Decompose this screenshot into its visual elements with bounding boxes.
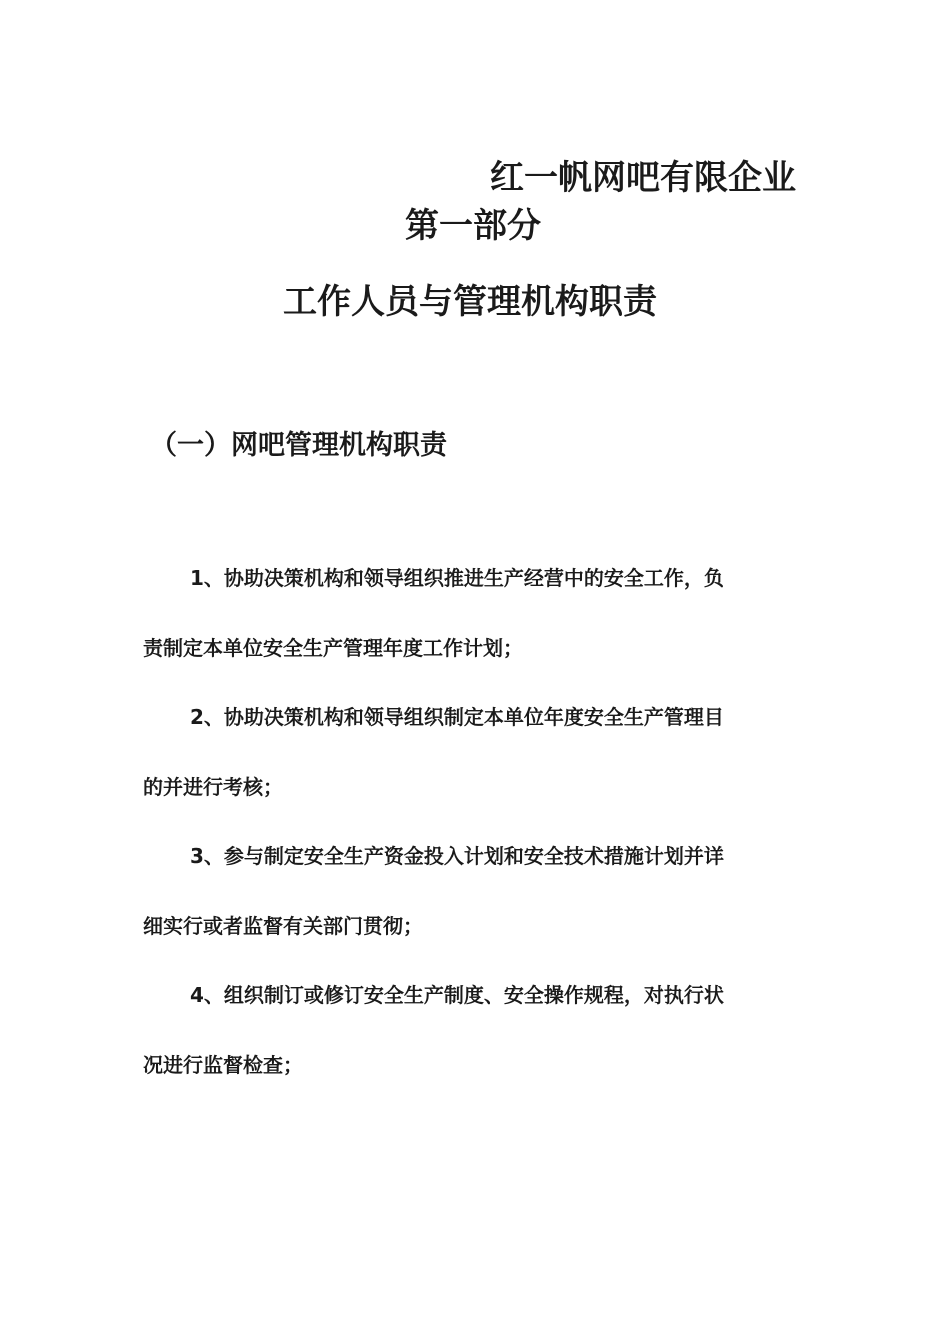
paragraph-line: 责制定本单位安全生产管理年度工作计划；	[143, 636, 523, 660]
document-title: 工作人员与管理机构职责	[283, 282, 657, 322]
paragraph-line: 2、协助决策机构和领导组织制定本单位年度安全生产管理目	[190, 705, 724, 729]
paragraph-line: 1、协助决策机构和领导组织推进生产经营中的安全工作，负	[190, 566, 724, 590]
section-heading: （一）网吧管理机构职责	[150, 430, 447, 461]
paragraph-line: 3、参与制定安全生产资金投入计划和安全技术措施计划并详	[190, 844, 724, 868]
company-title: 红一帆网吧有限企业	[490, 158, 796, 198]
paragraph-line: 的并进行考核；	[143, 775, 283, 799]
part-title: 第一部分	[405, 206, 541, 246]
paragraph-line: 细实行或者监督有关部门贯彻；	[143, 914, 423, 938]
paragraph-line: 况进行监督检查；	[143, 1053, 303, 1077]
paragraph-line: 4、组织制订或修订安全生产制度、安全操作规程，对执行状	[190, 983, 724, 1007]
